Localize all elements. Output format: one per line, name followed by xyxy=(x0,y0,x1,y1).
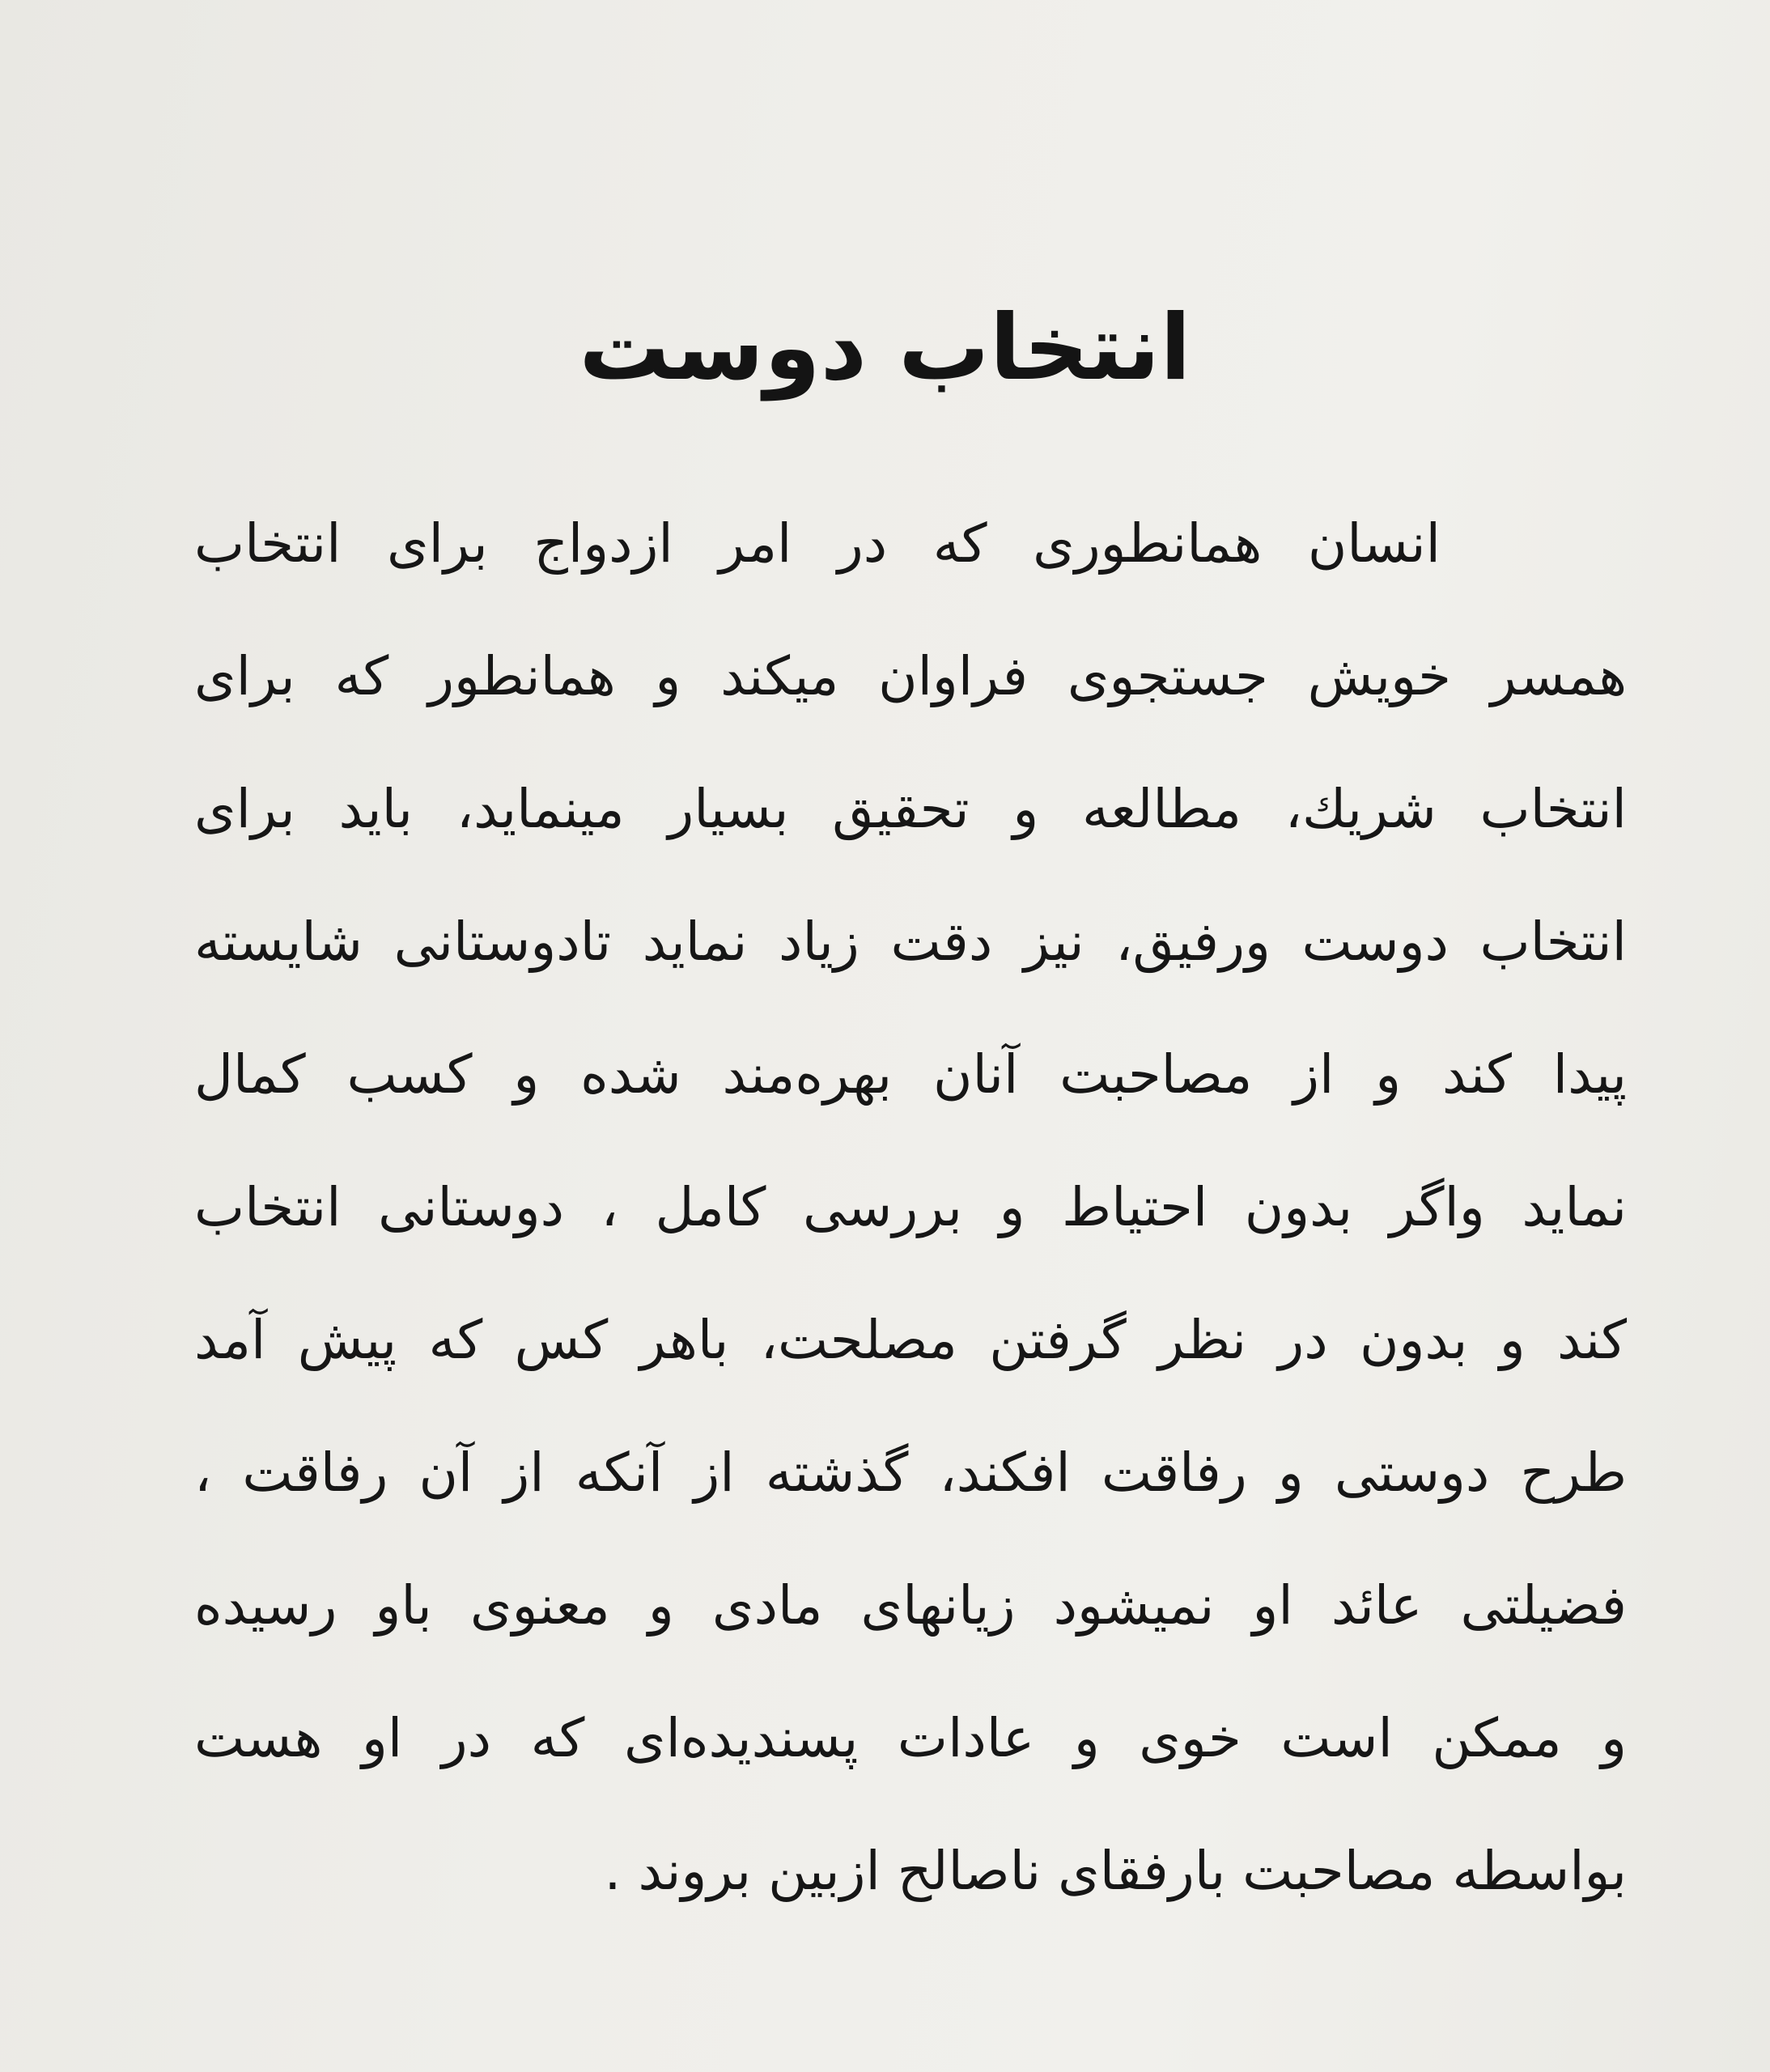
text-line: نماید واگر بدون احتیاط و بررسی کامل ، دوستانی انتخاب xyxy=(194,1176,1627,1238)
body-paragraph xyxy=(194,478,1627,1938)
text-line: انتخاب دوست ورفیق، نیز دقت زیاد نماید تادوستانی شایسته xyxy=(194,911,1627,973)
text-line: انسان همانطوری که در امر ازدواج برای انتخاب xyxy=(194,512,1441,575)
text-line: فضیلتی عائد او نمیشود زیانهای مادی و معنوی باو رسیده xyxy=(194,1574,1627,1637)
text-line: کند و بدون در نظر گرفتن مصلحت، باهر کس که پیش آمد xyxy=(194,1309,1627,1371)
text-line: انتخاب شریك، مطالعه و تحقیق بسیار مینماید، باید برای xyxy=(194,778,1627,840)
text-line: پیدا کند و از مصاحبت آنان بهره‌مند شده و کسب کمال xyxy=(194,1043,1627,1106)
page-title: انتخاب دوست xyxy=(579,295,1191,401)
text-line: بواسطه مصاحبت بارفقای ناصالح ازبین بروند . xyxy=(604,1840,1627,1902)
text-line: و ممکن است خوی و عادات پسندیده‌ای که در او هست xyxy=(194,1707,1627,1769)
text-line: همسر خویش جستجوی فراوان میکند و همانطور که برای xyxy=(194,645,1627,707)
text-line: طرح دوستی و رفاقت افکند، گذشته از آنکه از آن رفاقت ، xyxy=(194,1441,1627,1504)
